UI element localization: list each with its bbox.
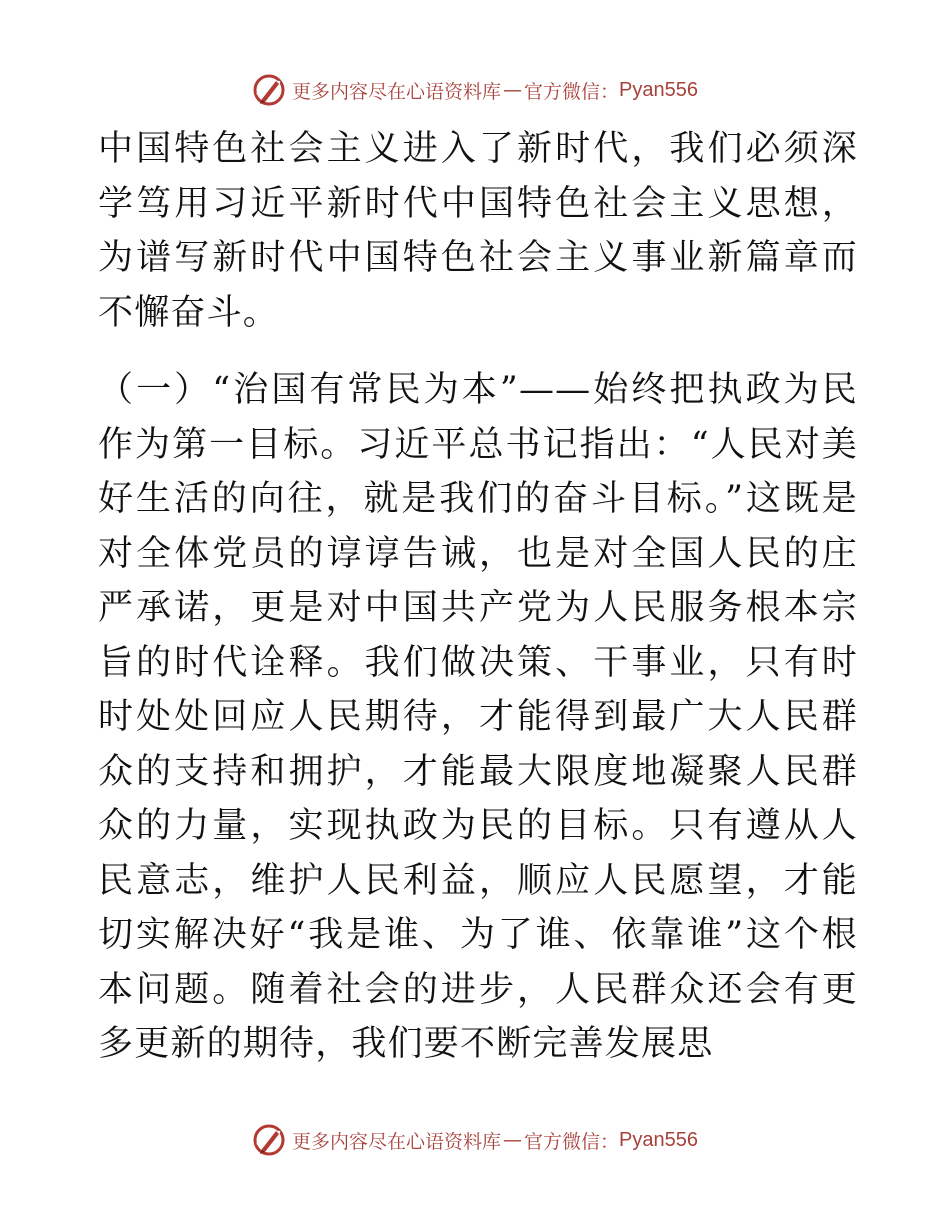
paragraph-section-one: （一）“治国有常民为本”——始终把执政为民作为第一目标。习近平总书记指出：“人民对美好生活的向往，就是我们的奋斗目标。”这既是对全体党员的谆谆告诫，也是对全国人民的庄严承诺，更是对中国共产党为人民服务根本宗旨的时代诠释。我们做决策、干事业，只有时时处处回应人民期待，才能得到最广大人民群众的支持和拥护，才能最大限度地凝聚人民群众的力量，实现执政为民的目标。只有遵从人民意志，维护人民利益，顺应人民愿望，才能切实解决好“我是谁、为了谁、依靠谁”这个根本问题。随着社会的进步，人民群众还会有更多更新的期待，我们要不断完善发展思 <box>98 370 858 1064</box>
banner-separator: — <box>503 1129 523 1151</box>
document-body <box>98 122 858 1072</box>
wechat-label: 官方微信： <box>524 1130 620 1153</box>
header-banner <box>0 70 950 110</box>
pen-logo-icon <box>252 73 286 107</box>
banner-text: 更多内容尽在心语资料库 <box>292 1130 502 1153</box>
wechat-id: Pyan556 <box>619 1128 698 1151</box>
banner-text: 更多内容尽在心语资料库 <box>292 80 502 103</box>
wechat-id: Pyan556 <box>619 78 698 101</box>
banner-separator: — <box>503 79 523 101</box>
pen-logo-icon <box>252 1123 286 1157</box>
paragraph-intro: 中国特色社会主义进入了新时代，我们必须深学笃用习近平新时代中国特色社会主义思想，为谱写新时代中国特色社会主义事业新篇章而不懈奋斗。 <box>98 129 858 333</box>
wechat-label: 官方微信： <box>524 80 620 103</box>
footer-banner <box>0 1120 950 1160</box>
